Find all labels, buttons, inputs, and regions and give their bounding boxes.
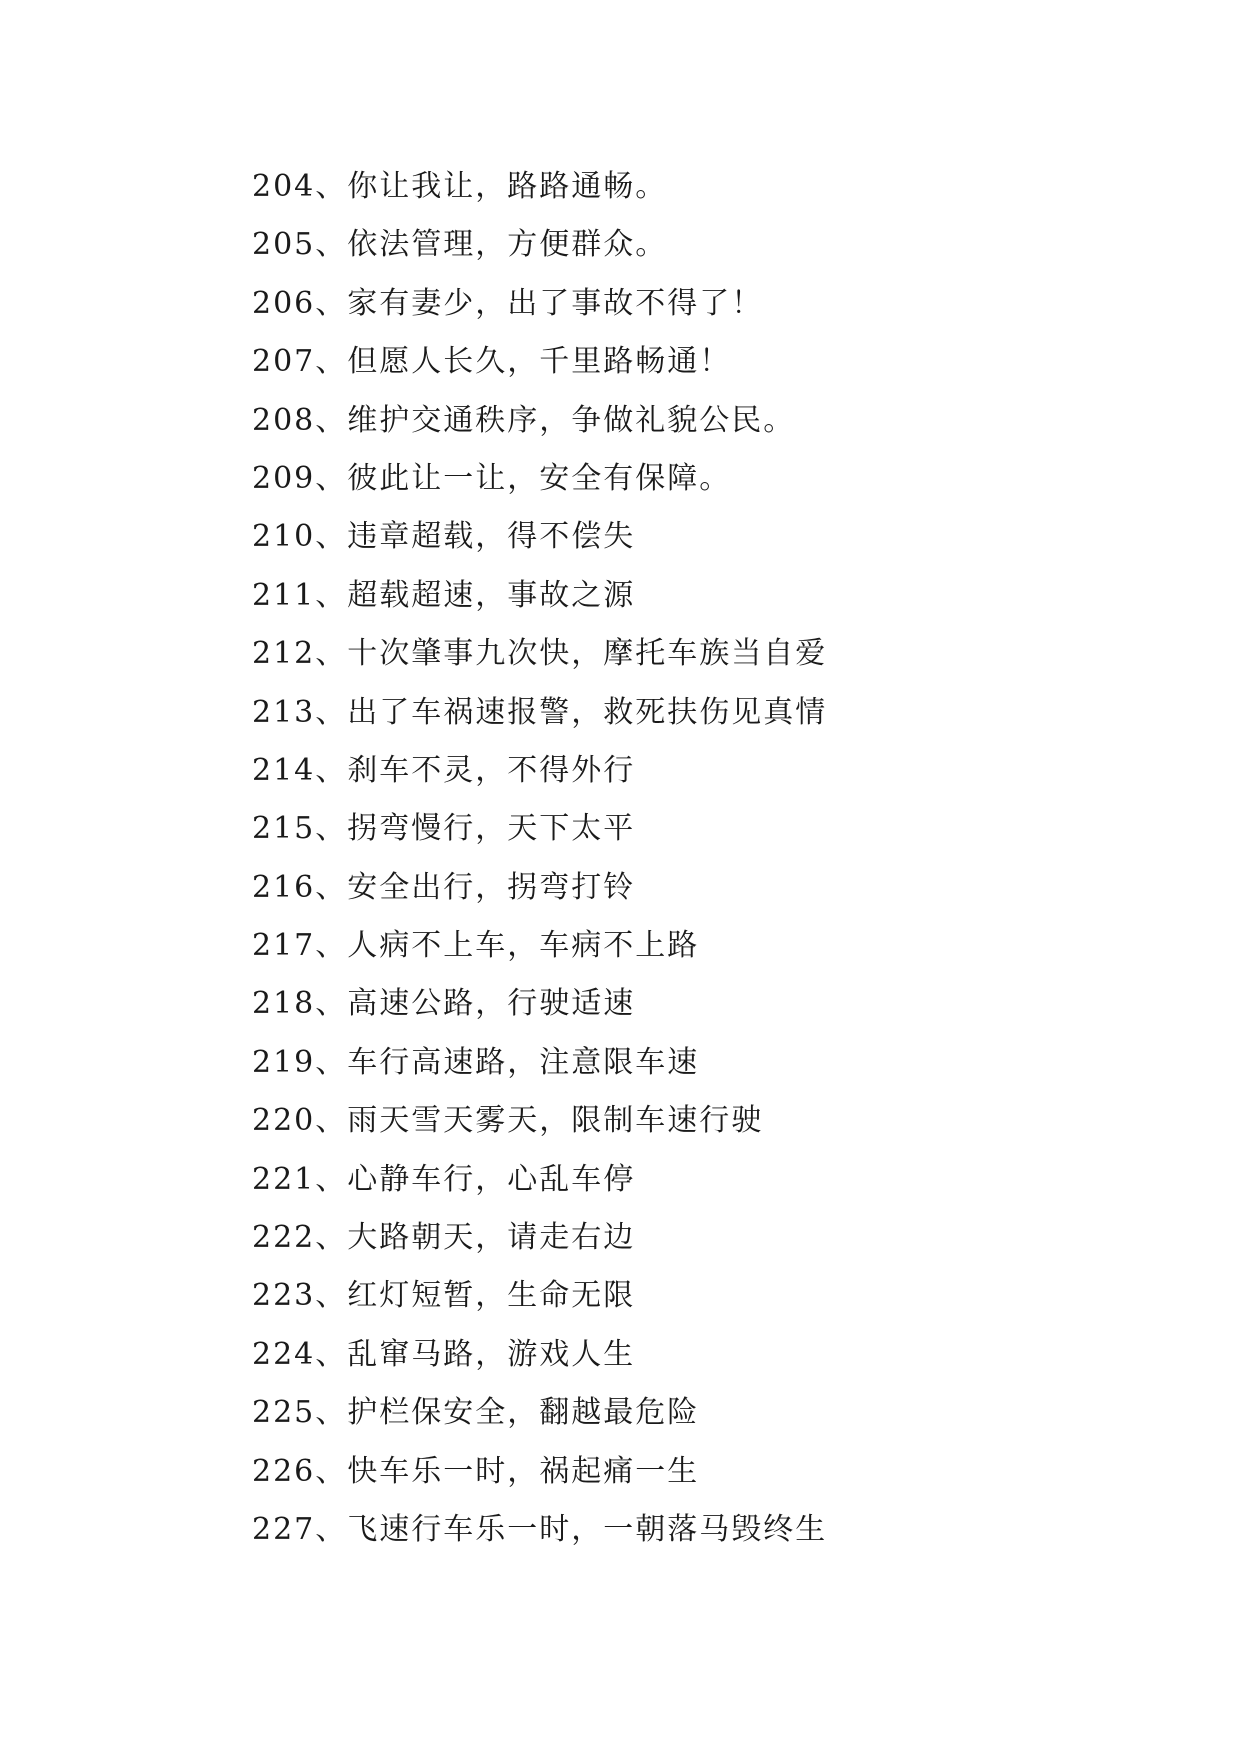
- list-item: 216、安全出行，拐弯打铃: [252, 869, 636, 905]
- list-item: 223、红灯短暂，生命无限: [252, 1278, 636, 1314]
- list-item: 206、家有妻少，出了事故不得了！: [252, 285, 764, 321]
- list-item: 218、高速公路，行驶适速: [252, 986, 636, 1022]
- list-item: 215、拐弯慢行，天下太平: [252, 811, 636, 847]
- slogan-list: [252, 158, 827, 1559]
- list-item: 221、心静车行，心乱车停: [252, 1161, 636, 1197]
- list-item: 220、雨天雪天雾天，限制车速行驶: [252, 1103, 764, 1139]
- list-item: 214、刹车不灵，不得外行: [252, 752, 636, 788]
- list-item: 210、违章超载，得不偿失: [252, 519, 636, 555]
- list-item: 212、十次肇事九次快，摩托车族当自爱: [252, 636, 828, 672]
- list-item: 222、大路朝天，请走右边: [252, 1220, 636, 1256]
- list-item: 226、快车乐一时，祸起痛一生: [252, 1453, 700, 1489]
- list-item: 217、人病不上车，车病不上路: [252, 928, 700, 964]
- list-item: 225、护栏保安全，翻越最危险: [252, 1395, 700, 1431]
- list-item: 227、飞速行车乐一时，一朝落马毁终生: [252, 1511, 828, 1547]
- list-item: 204、你让我让，路路通畅。: [252, 169, 668, 204]
- list-item: 224、乱窜马路，游戏人生: [252, 1336, 636, 1372]
- list-item: 213、出了车祸速报警，救死扶伤见真情: [252, 694, 828, 730]
- list-item: 207、但愿人长久，千里路畅通！: [252, 344, 732, 380]
- list-item: 205、依法管理，方便群众。: [252, 227, 668, 263]
- list-item: 219、车行高速路，注意限车速: [252, 1044, 700, 1080]
- list-item: 211、超载超速，事故之源: [252, 577, 636, 613]
- list-item: 208、维护交通秩序，争做礼貌公民。: [252, 402, 796, 438]
- list-item: 209、彼此让一让，安全有保障。: [252, 460, 732, 496]
